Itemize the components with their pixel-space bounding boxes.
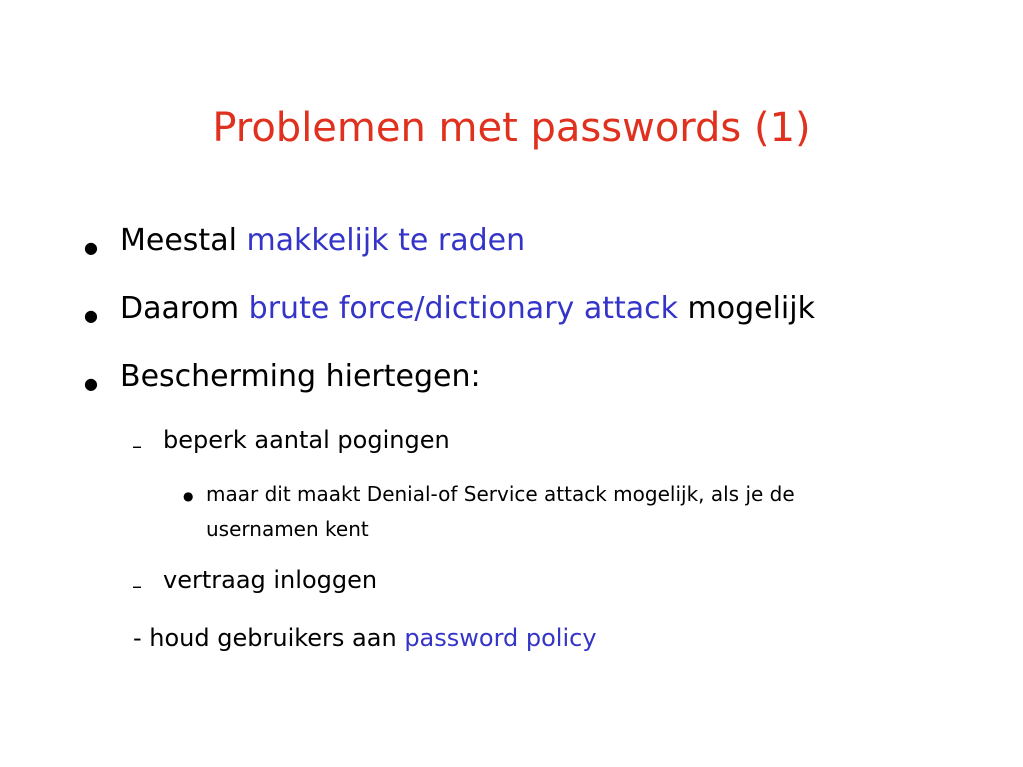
dash-marker: – <box>132 434 142 458</box>
extra-text: - houd gebruikers aan <box>133 624 405 652</box>
bullet-text: Bescherming hiertegen: <box>120 359 481 394</box>
slide-title: Problemen met passwords (1) <box>212 105 811 151</box>
subsub-item-dos-line1: maar dit maakt Denial-of Service attack mogelijk, als je de <box>206 482 795 506</box>
bullet-text: Daarom <box>120 291 249 326</box>
bullet-marker: ● <box>183 489 194 503</box>
dash-marker: – <box>132 574 142 598</box>
highlight-text: brute force/dictionary attack <box>248 291 678 326</box>
bullet-marker: ● <box>84 306 98 325</box>
extra-item-password-policy <box>133 622 597 654</box>
highlight-text: password policy <box>404 624 597 652</box>
highlight-text: makkelijk te raden <box>246 223 526 258</box>
bullet-item-easy-guess <box>120 221 525 261</box>
bullet-item-protection <box>120 357 481 397</box>
bullet-text-suffix: mogelijk <box>677 291 815 326</box>
bullet-item-brute-force <box>120 289 815 329</box>
sub-item-limit-attempts: beperk aantal pogingen <box>163 426 450 454</box>
bullet-text: Meestal <box>120 223 247 258</box>
sub-item-delay-login: vertraag inloggen <box>163 566 378 594</box>
bullet-marker: ● <box>84 238 98 257</box>
subsub-item-dos-line2: usernamen kent <box>206 517 369 541</box>
bullet-marker: ● <box>84 374 98 393</box>
